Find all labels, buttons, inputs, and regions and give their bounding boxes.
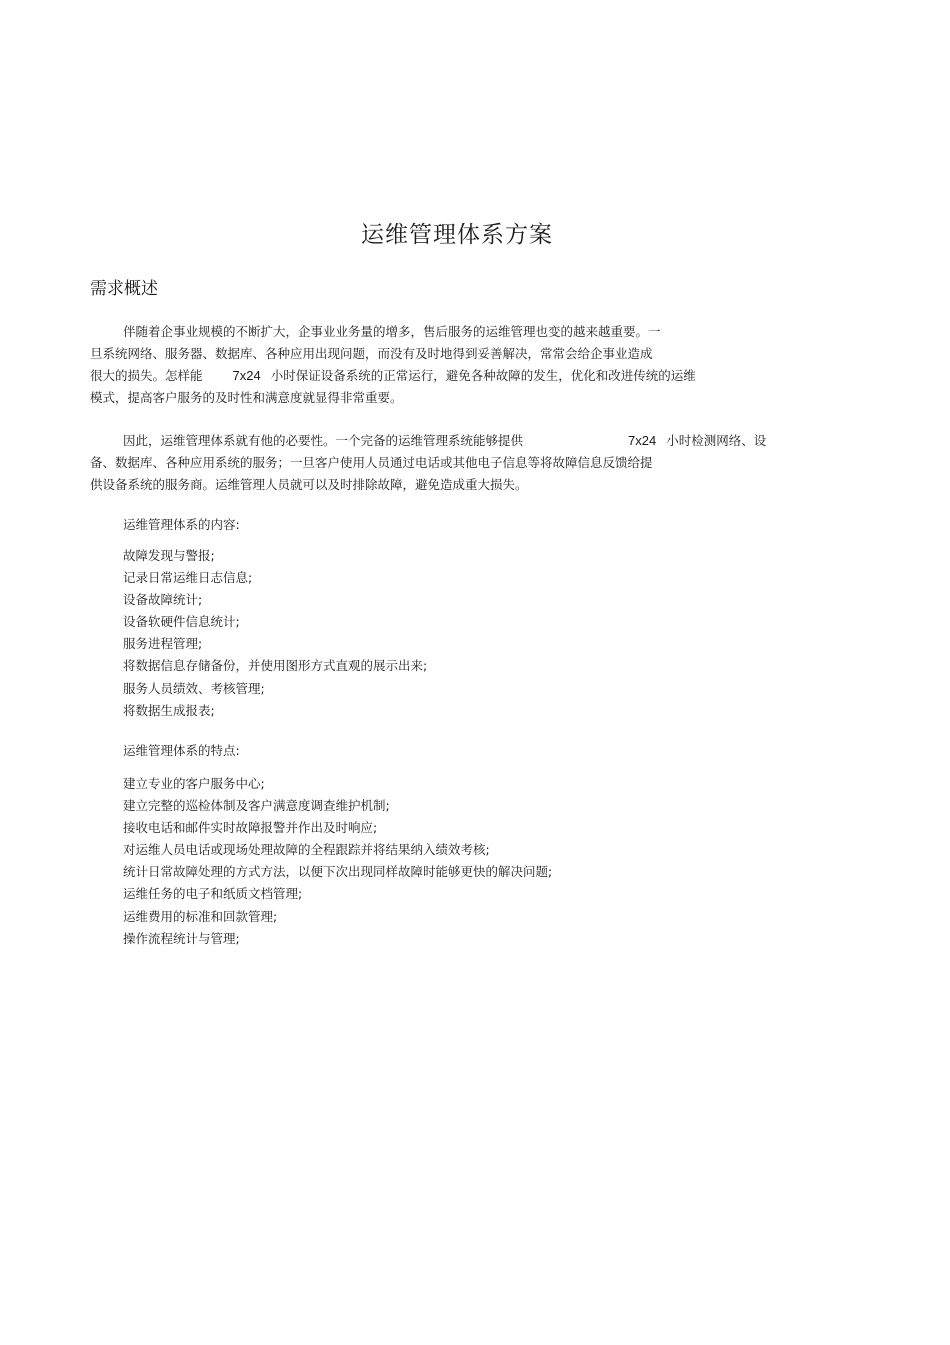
paragraph-text: 小时检测网络、设 (666, 433, 767, 448)
paragraph-line: 旦系统网络、服务器、数据库、各种应用出现问题，而没有及时地得到妥善解决，常常会给企事业造成 (90, 346, 653, 361)
list-item: 统计日常故障处理的方式方法，以便下次出现同样故障时能够更快的解决问题; (123, 864, 553, 880)
list-item: 接收电话和邮件实时故障报警并作出及时响应; (123, 820, 378, 836)
section-heading: 需求概述 (90, 279, 158, 299)
paragraph-line: 伴随着企事业规模的不断扩大，企事业业务量的增多，售后服务的运维管理也变的越来越重要。一 (123, 324, 661, 339)
list-item: 设备故障统计; (123, 592, 203, 608)
list-item: 记录日常运维日志信息; (123, 570, 253, 586)
list-item: 设备软硬件信息统计; (123, 614, 240, 630)
paragraph-text: 小时保证设备系统的正常运行，避免各种故障的发生，优化和改进传统的运维 (270, 368, 696, 383)
list-item: 对运维人员电话或现场处理故障的全程跟踪并将结果纳入绩效考核; (123, 842, 490, 858)
availability-figure: 7x24 (628, 433, 657, 448)
paragraph-text: 很大的损失。怎样能 (90, 368, 203, 383)
list-item: 将数据信息存储备份，并使用图形方式直观的展示出来; (123, 658, 428, 674)
list-item: 故障发现与警报; (123, 548, 215, 563)
document-title: 运维管理体系方案 (361, 222, 553, 248)
list-item: 运维任务的电子和纸质文档管理; (123, 886, 303, 902)
list-item: 建立专业的客户服务中心; (123, 776, 265, 791)
paragraph-line (90, 430, 766, 452)
intro-paragraph (90, 321, 696, 409)
list-item: 建立完整的巡检体制及客户满意度调查维护机制; (123, 798, 390, 814)
paragraph-line (90, 365, 696, 387)
features-list (123, 773, 552, 950)
paragraph-text: 因此，运维管理体系就有他的必要性。一个完备的运维管理系统能够提供 (123, 433, 524, 448)
contents-heading: 运维管理体系的内容: (123, 517, 240, 532)
paragraph-line: 模式，提高客户服务的及时性和满意度就显得非常重要。 (90, 390, 403, 405)
list-item: 服务人员绩效、考核管理; (123, 680, 265, 696)
features-heading: 运维管理体系的特点: (123, 743, 240, 758)
contents-list (123, 545, 427, 722)
paragraph-line: 备、数据库、各种应用系统的服务；一旦客户使用人员通过电话或其他电子信息等将故障信息反馈给提 (90, 455, 653, 470)
availability-figure: 7x24 (232, 368, 261, 383)
paragraph-line: 供设备系统的服务商。运维管理人员就可以及时排除故障，避免造成重大损失。 (90, 477, 528, 492)
list-item: 服务进程管理; (123, 636, 203, 652)
list-item: 将数据生成报表; (123, 702, 215, 718)
list-item: 操作流程统计与管理; (123, 930, 240, 946)
list-item: 运维费用的标准和回款管理; (123, 908, 278, 924)
necessity-paragraph (90, 430, 766, 496)
